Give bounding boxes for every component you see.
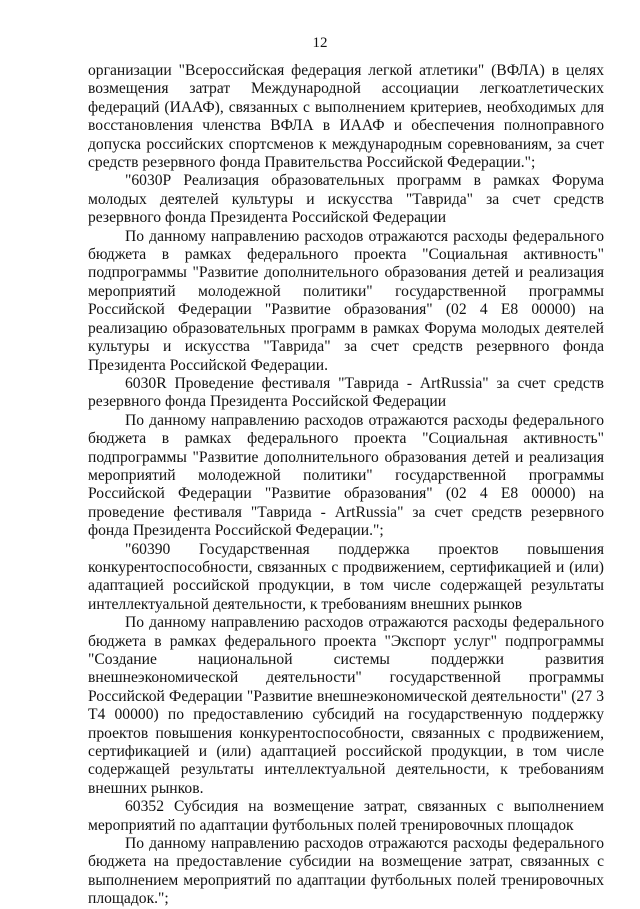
paragraph-6030p-description: По данному направлению расходов отражаются расходы федерального бюджета в рамках федерального проекта "Социальная активность" подпрограммы "Развитие дополнительного образования детей и реализация мероприятий молодежной политики" государственной программы Российской Федерации "Развитие образования" (02 4 Е8 00000) на реализацию образовательных программ в рамках Форума молодых деятелей культуры и искусства "Таврида" за счет средств резервного фонда Президента Российской Федерации.	[88, 227, 604, 374]
paragraph-6030p-heading: "6030Р Реализация образовательных программ в рамках Форума молодых деятелей культуры и искусства "Таврида" за счет средств резервного фонда Президента Российской Федерации	[88, 172, 604, 227]
paragraph-6030r-heading: 6030R Проведение фестиваля "Таврида - ArtRussia" за счет средств резервного фонда Президента Российской Федерации	[88, 374, 604, 411]
paragraph-60352-description: По данному направлению расходов отражаются расходы федерального бюджета на предоставление субсидии на возмещение затрат, связанных с выполнением мероприятий по адаптации футбольных полей тренировочных площадок.";	[88, 835, 604, 908]
paragraph-vfla-continuation: организации "Всероссийская федерация легкой атлетики" (ВФЛА) в целях возмещения затрат Международной ассоциации легкоатлетических федераций (ИААФ), связанных с выполнением критериев, необходимых для восстановления членства ВФЛА в ИААФ и обеспечения полноправного допуска российских спортсменов к международным соревнованиям, за счет средств резервного фонда Правительства Российской Федерации.";	[88, 62, 604, 172]
paragraph-60352-heading: 60352 Субсидия на возмещение затрат, связанных с выполнением мероприятий по адаптации футбольных полей тренировочных площадок	[88, 798, 604, 834]
paragraph-60390-heading: "60390 Государственная поддержка проектов повышения конкурентоспособности, связанных с продвижением, сертификацией и (или) адаптацией российской продукции, в том числе содержащей результаты интеллектуальной деятельности, к требованиям внешних рынков	[88, 540, 604, 613]
paragraph-60390-description: По данному направлению расходов отражаются расходы федерального бюджета в рамках федерального проекта "Экспорт услуг" подпрограммы "Создание национальной системы поддержки развития внешнеэкономической деятельности" государственной программы Российской Федерации "Развитие внешнеэкономической деятельности" (27 3 Т4 00000) по предоставлению субсидий на государственную поддержку проектов повышения конкурентоспособности, связанных с продвижением, сертификацией и (или) адаптацией российской продукции, в том числе содержащей результаты интеллектуальной деятельности, к требованиям внешних рынков.	[88, 614, 604, 797]
document-body	[88, 62, 604, 909]
paragraph-6030r-description: По данному направлению расходов отражаются расходы федерального бюджета в рамках федерального проекта "Социальная активность" подпрограммы "Развитие дополнительного образования детей и реализация мероприятий молодежной политики" государственной программы Российской Федерации "Развитие образования" (02 4 Е8 00000) на проведение фестиваля "Таврида - ArtRussia" за счет средств резервного фонда Президента Российской Федерации.";	[88, 411, 604, 540]
page-number: 12	[312, 35, 328, 51]
